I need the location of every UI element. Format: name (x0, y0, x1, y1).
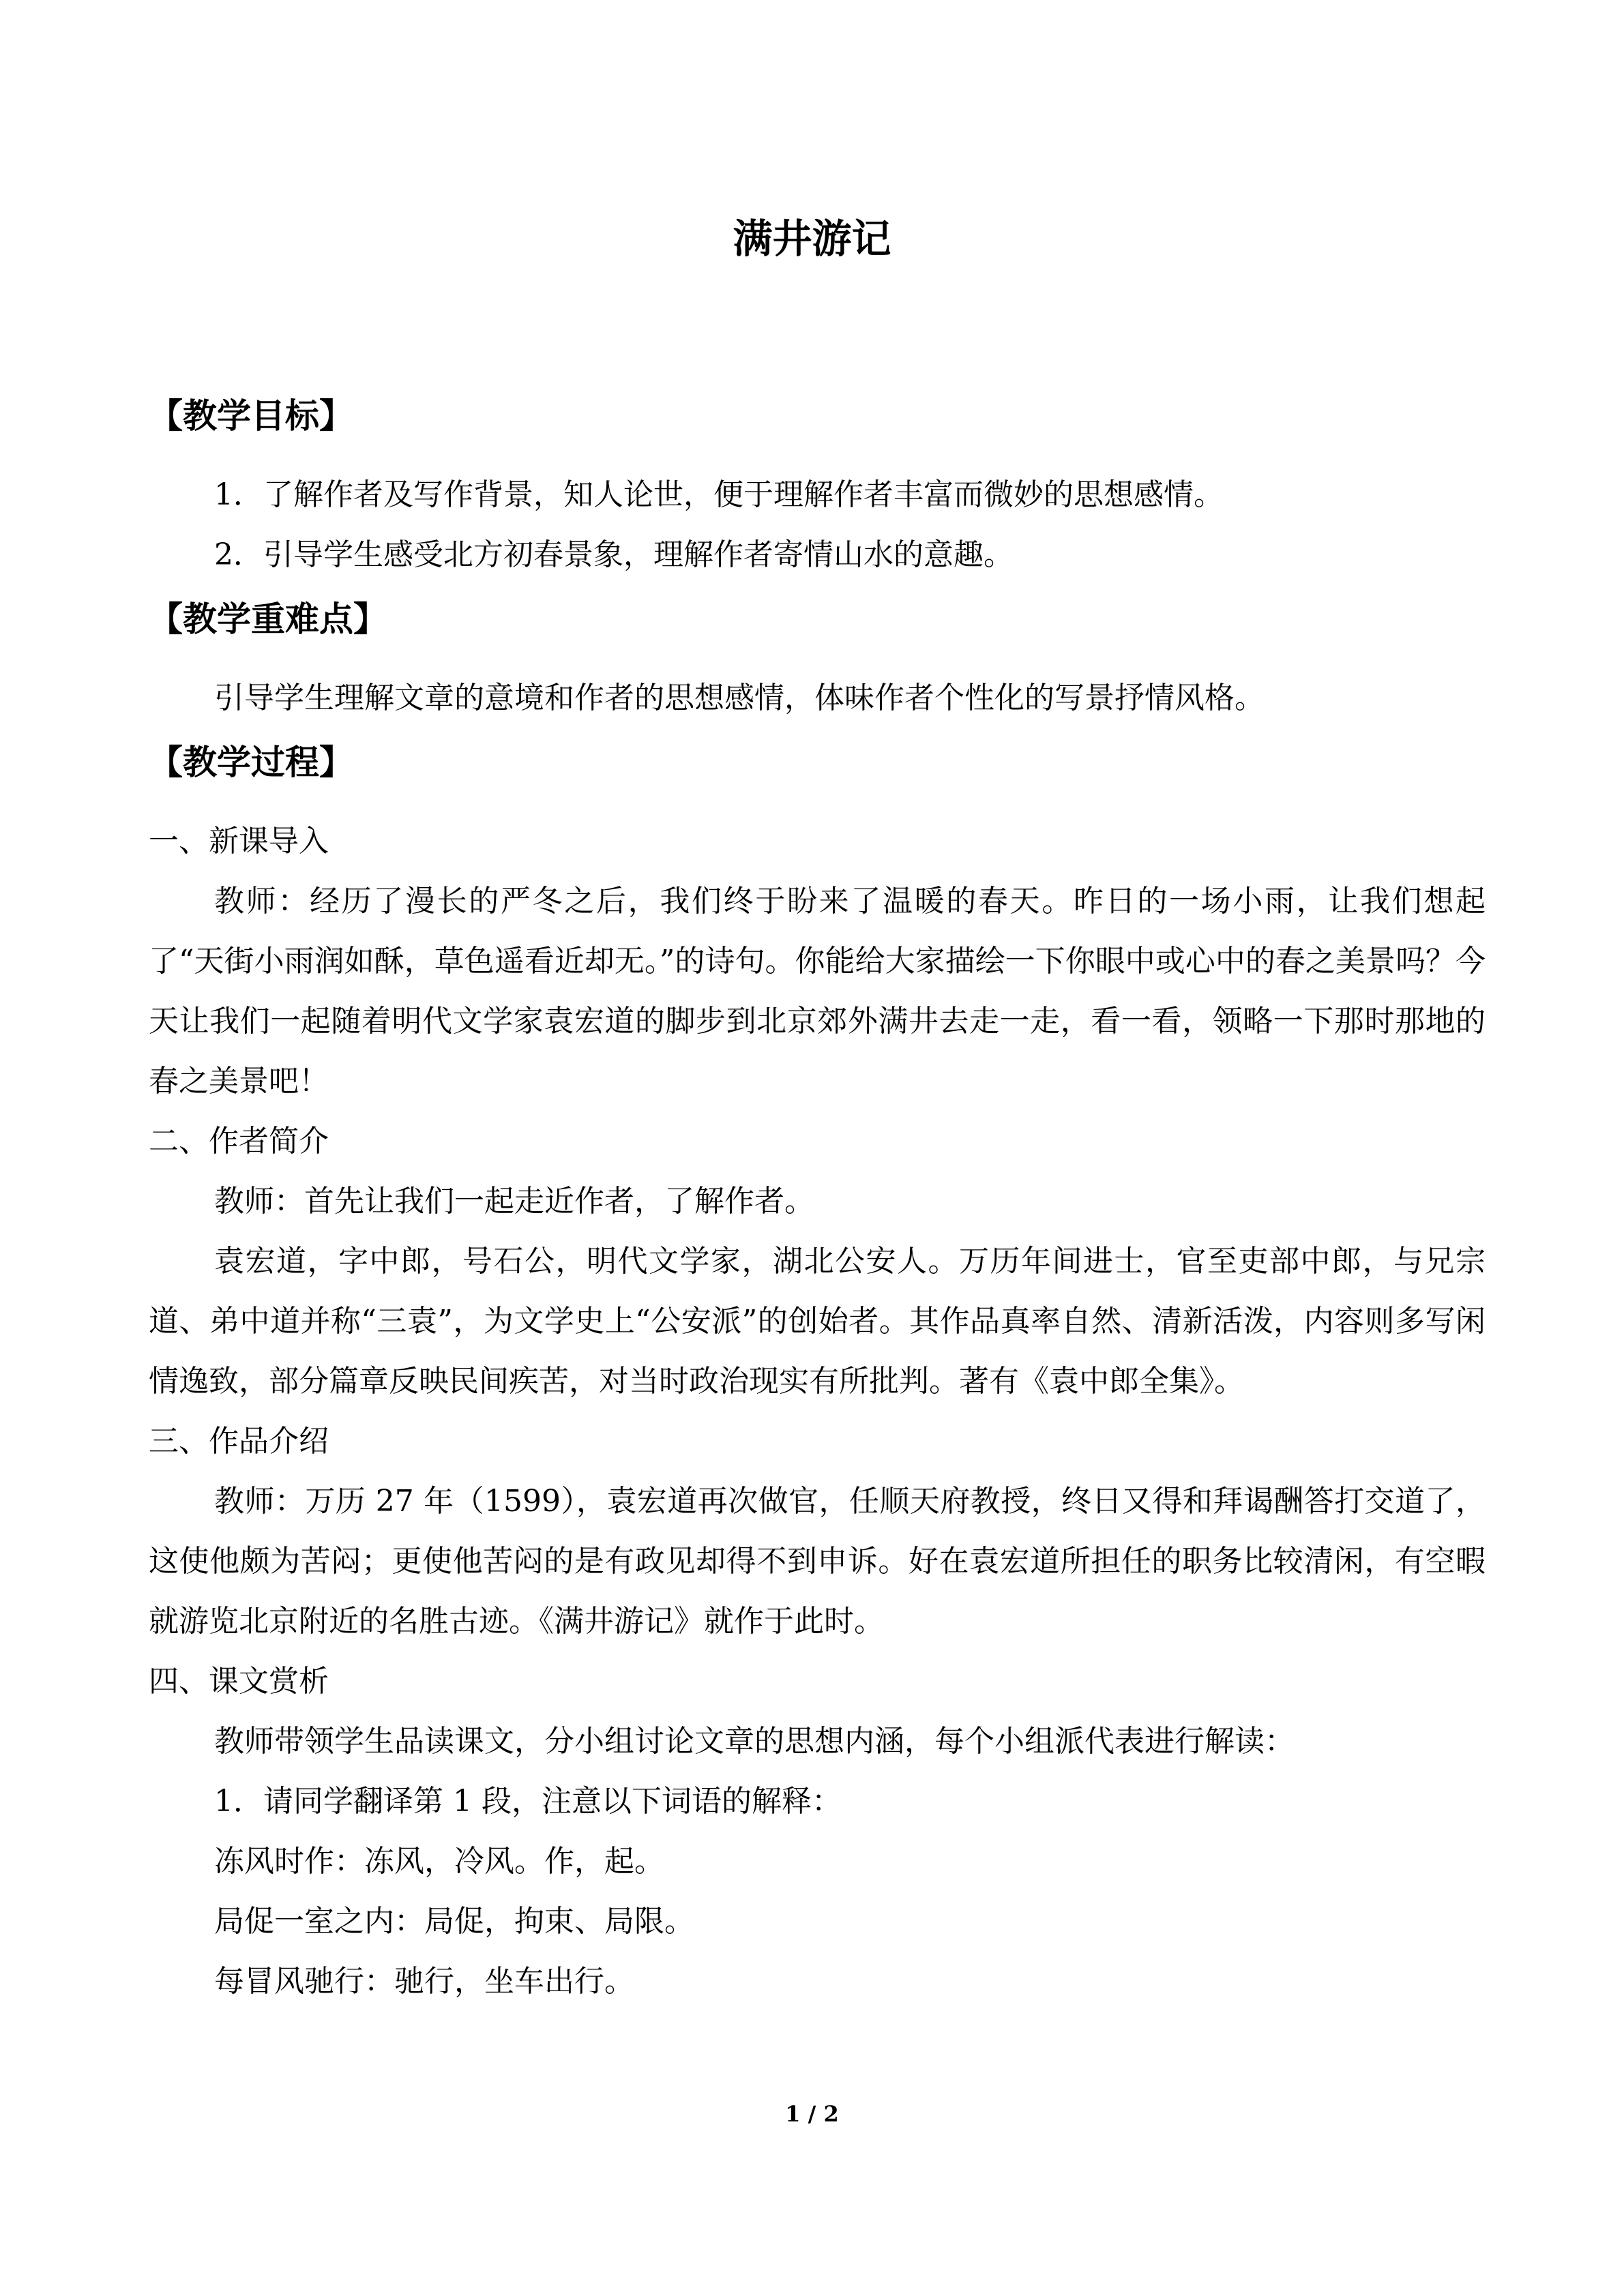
section-intro-title: 一、新课导入 (149, 824, 329, 859)
analysis-line: 教师带领学生品读课文，分小组讨论文章的思想内涵，每个小组派代表进行解读： (214, 1724, 1295, 1759)
objective-item-1: 1．了解作者及写作背景，知人论世，便于理解作者丰富而微妙的思想感情。 (214, 477, 1224, 512)
objective-item-2: 2．引导学生感受北方初春景象，理解作者寄情山水的意趣。 (214, 537, 1014, 572)
document-title: 满井游记 (733, 215, 891, 262)
section-author-text-2: 袁宏道，字中郎，号石公，明代文学家，湖北公安人。万历年间进士，官至吏部中郎，与兄宗道、弟中道并称“三袁”，为文学史上“公安派”的创始者。其作品真率自然、清新活泼，内容则多写闲情逸致，部分篇章反映民间疾苦，对当时政治现实有所批判。著有《袁中郎全集》。 (149, 1244, 1486, 1399)
heading-process: 【教学过程】 (149, 743, 353, 782)
heading-key-points: 【教学重难点】 (149, 599, 387, 639)
analysis-line: 局促一室之内：局促，拘束、局限。 (214, 1904, 694, 1939)
key-points-text: 引导学生理解文章的意境和作者的思想感情，体味作者个性化的写景抒情风格。 (214, 681, 1265, 715)
analysis-line: 1．请同学翻译第 1 段，注意以下词语的解释： (214, 1784, 842, 1819)
section-analysis-title: 四、课文赏析 (149, 1664, 329, 1699)
analysis-line: 每冒风驰行：驰行，坐车出行。 (214, 1964, 634, 1999)
document-body (149, 382, 1486, 2012)
page-number: 1 / 2 (785, 2101, 839, 2127)
heading-objectives: 【教学目标】 (149, 396, 353, 436)
section-work-title: 三、作品介绍 (149, 1424, 329, 1459)
analysis-line: 冻风时作：冻风，冷风。作，起。 (214, 1844, 664, 1879)
section-author-title: 二、作者简介 (149, 1124, 329, 1159)
section-intro-text: 教师：经历了漫长的严冬之后，我们终于盼来了温暖的春天。昨日的一场小雨，让我们想起了“天街小雨润如酥，草色遥看近却无。”的诗句。你能给大家描绘一下你眼中或心中的春之美景吗？今天让我们一起随着明代文学家袁宏道的脚步到北京郊外满井去走一走，看一看，领略一下那时那地的春之美景吧！ (149, 884, 1486, 1099)
section-work-text: 教师：万历 27 年（1599），袁宏道再次做官，任顺天府教授，终日又得和拜谒酬答打交道了，这使他颇为苦闷；更使他苦闷的是有政见却得不到申诉。好在袁宏道所担任的职务比较清闲，有空暇就游览北京附近的名胜古迹。《满井游记》就作于此时。 (149, 1484, 1486, 1639)
section-author-text-1: 教师：首先让我们一起走近作者，了解作者。 (214, 1184, 814, 1219)
